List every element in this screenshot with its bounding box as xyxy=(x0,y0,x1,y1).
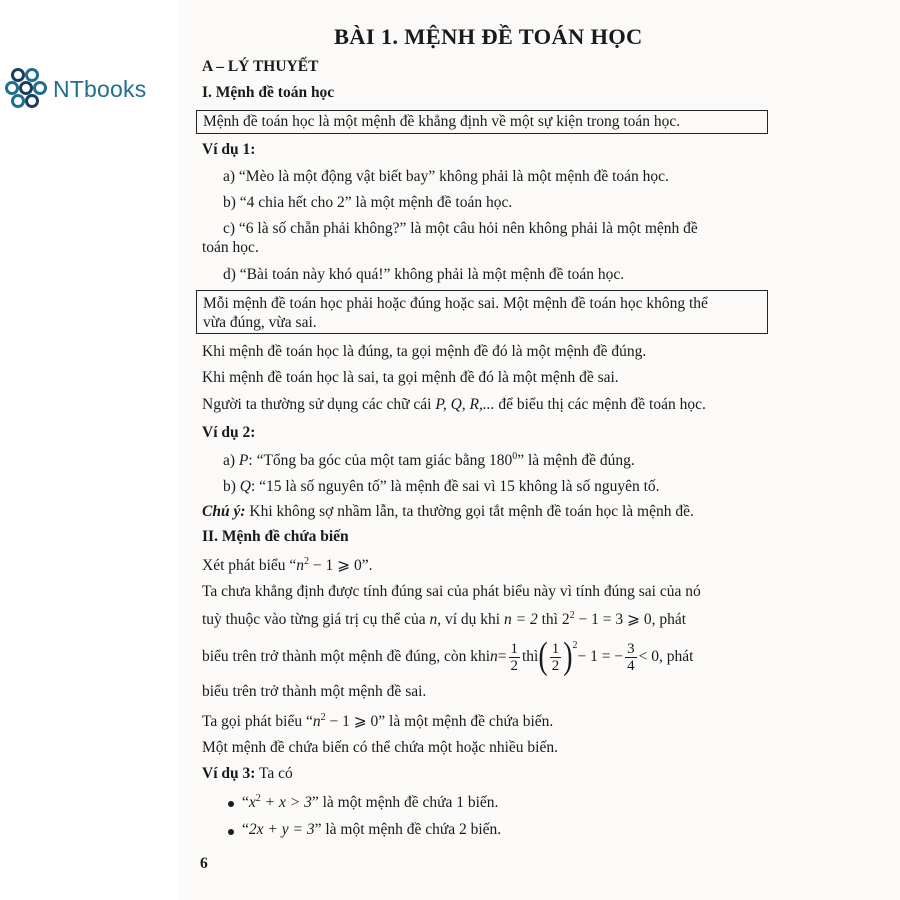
section-1-heading: I. Mệnh đề toán học xyxy=(202,84,335,101)
explain-l3-pre: biểu trên trở thành một mệnh đề đúng, còn khi xyxy=(202,648,490,665)
fraction-denominator-2: 2 xyxy=(551,657,560,674)
fraction-numerator-2: 1 xyxy=(551,640,560,657)
bullet-1-expr: x xyxy=(248,794,256,812)
example-1-label: Ví dụ 1: xyxy=(202,141,256,158)
open-sentence-post: − 1 ⩾ 0” là một mệnh đề chứa biến. xyxy=(325,713,554,731)
example-2-a-sup: 0 xyxy=(512,451,518,462)
example-3-bullet-2 xyxy=(242,821,501,839)
example-1-b: b) “4 chia hết cho 2” là một mệnh đề toán học. xyxy=(223,194,513,211)
example-2-b-var: Q xyxy=(239,478,251,495)
para-consider-pre: Xét phát biểu “ xyxy=(202,557,297,575)
example-2-b-text: : “15 là số nguyên tố” là mệnh đề sai vì 15 không là số nguyên tố. xyxy=(251,478,660,495)
para-letters-post: để biểu thị các mệnh đề toán học. xyxy=(494,396,706,413)
example-3-bullet-1 xyxy=(242,793,498,812)
page-number: 6 xyxy=(200,855,208,872)
note-text: Khi không sợ nhầm lẫn, ta thường gọi tắt mệnh đề toán học là mệnh đề. xyxy=(245,503,694,520)
example-2-b xyxy=(223,478,660,496)
right-paren: ) xyxy=(563,635,573,678)
explain-l3-then: thì xyxy=(522,648,539,665)
explain-l2-rest: − 1 = 3 ⩾ 0, phát xyxy=(574,611,686,629)
explain-l2-var: n xyxy=(429,611,438,629)
fraction-denominator: 2 xyxy=(510,657,518,674)
open-sentence-var: n xyxy=(312,713,321,731)
para-letters-pre: Người ta thường sử dụng các chữ cái xyxy=(202,396,436,413)
note xyxy=(202,503,694,521)
bullet-2-pre: “ xyxy=(242,821,249,838)
example-3-label: Ví dụ 3: xyxy=(202,765,256,782)
para-false: Khi mệnh đề toán học là sai, ta gọi mệnh đề đó là một mệnh đề sai. xyxy=(202,369,619,386)
bullet-1-sup: 2 xyxy=(255,793,261,804)
para-consider-post: − 1 ⩾ 0”. xyxy=(309,557,373,575)
truth-box xyxy=(196,290,768,334)
truth-box-line1: Mỗi mệnh đề toán học phải hoặc đúng hoặc sai. Một mệnh đề toán học không thể xyxy=(203,295,708,312)
example-3-label-post: Ta có xyxy=(255,765,293,782)
fraction-numerator-3: 3 xyxy=(627,640,635,657)
explain-l2-expr: 2 xyxy=(561,611,570,629)
definition-box: Mệnh đề toán học là một mệnh đề khẳng định về một sự kiện trong toán học. xyxy=(196,110,768,134)
example-2-b-pre: b) xyxy=(223,478,240,495)
para-explain-line1: Ta chưa khẳng định được tính đúng sai của phát biểu này vì tính đúng sai của nó xyxy=(202,583,701,600)
para-letters xyxy=(202,396,706,414)
explain-l2-mid: , ví dụ khi xyxy=(437,611,504,629)
para-consider xyxy=(202,556,373,575)
note-label: Chú ý: xyxy=(202,503,246,520)
example-1-c-line2: toán học. xyxy=(202,239,259,256)
example-2-a xyxy=(223,451,635,470)
left-paren: ( xyxy=(538,635,548,678)
para-explain-line2 xyxy=(202,610,686,629)
para-consider-var: n xyxy=(296,557,305,575)
explain-l2-then: thì xyxy=(537,611,562,629)
lesson-title: BÀI 1. MỆNH ĐỀ TOÁN HỌC xyxy=(334,24,643,49)
bullet-1-rest: + x > 3 xyxy=(260,794,312,812)
section-a-heading: A – LÝ THUYẾT xyxy=(202,58,319,75)
explain-l2-pre: tuỳ thuộc vào từng giá trị cụ thể của xyxy=(202,611,430,629)
bullet-icon xyxy=(228,829,234,835)
para-true: Khi mệnh đề toán học là đúng, ta gọi mệnh đề đó là một mệnh đề đúng. xyxy=(202,343,647,360)
explain-l3-minus: − 1 = − xyxy=(577,648,624,665)
example-1-a: a) “Mèo là một động vật biết bay” không phải là một mệnh đề toán học. xyxy=(223,168,669,185)
example-2-a-text: : “Tổng ba góc của một tam giác bằng 180 xyxy=(248,452,513,470)
example-1-d: d) “Bài toán này khó quá!” không phải là một mệnh đề toán học. xyxy=(223,266,625,283)
example-2-a-post: ” là mệnh đề đúng. xyxy=(517,452,635,470)
explain-l3-var: n xyxy=(490,648,498,665)
open-sentence-sup: 2 xyxy=(320,712,326,723)
ntbooks-logo-icon xyxy=(4,66,50,112)
fraction-numerator: 1 xyxy=(510,640,518,657)
brand-logo[interactable] xyxy=(4,66,146,112)
bullet-1-post: ” là một mệnh đề chứa 1 biến. xyxy=(311,794,499,812)
bullet-1-pre: “ xyxy=(242,794,249,812)
section-2-heading: II. Mệnh đề chứa biến xyxy=(202,528,349,545)
para-consider-sup: 2 xyxy=(304,556,310,567)
example-1-c-line1: c) “6 là số chẵn phải không?” là một câu hỏi nên không phải là một mệnh đề xyxy=(223,220,698,237)
bullet-2-post: ” là một mệnh đề chứa 2 biến. xyxy=(314,821,502,838)
para-explain-line4: biểu trên trở thành một mệnh đề sai. xyxy=(202,683,427,700)
truth-box-line2: vừa đúng, vừa sai. xyxy=(203,314,317,331)
brand-name: NTbooks xyxy=(53,75,147,102)
square-exponent: 2 xyxy=(572,639,578,651)
explain-l3-end: < 0, phát xyxy=(638,648,694,665)
explain-l2-sup: 2 xyxy=(569,610,575,621)
bullet-icon xyxy=(228,801,234,807)
fraction-denominator-3: 4 xyxy=(627,657,635,674)
example-3-heading xyxy=(202,765,293,783)
example-2-label: Ví dụ 2: xyxy=(202,424,256,441)
bullet-2-expr: 2x + y = 3 xyxy=(248,821,315,838)
example-2-a-pre: a) xyxy=(223,452,239,470)
para-open-sentence xyxy=(202,712,553,731)
explain-l3-eq: = xyxy=(497,648,507,665)
explain-l2-cond: n = 2 xyxy=(504,611,538,629)
para-explain-line3 xyxy=(202,636,693,678)
para-letters-vars: P, Q, R,... xyxy=(435,396,495,413)
fraction-one-half xyxy=(509,641,521,674)
fraction-one-half-paren xyxy=(550,641,562,674)
open-sentence-pre: Ta gọi phát biểu “ xyxy=(202,713,313,731)
example-2-a-var: P xyxy=(238,452,249,470)
para-variables: Một mệnh đề chứa biến có thể chứa một hoặc nhiều biến. xyxy=(202,739,558,756)
fraction-three-quarters xyxy=(625,641,637,674)
